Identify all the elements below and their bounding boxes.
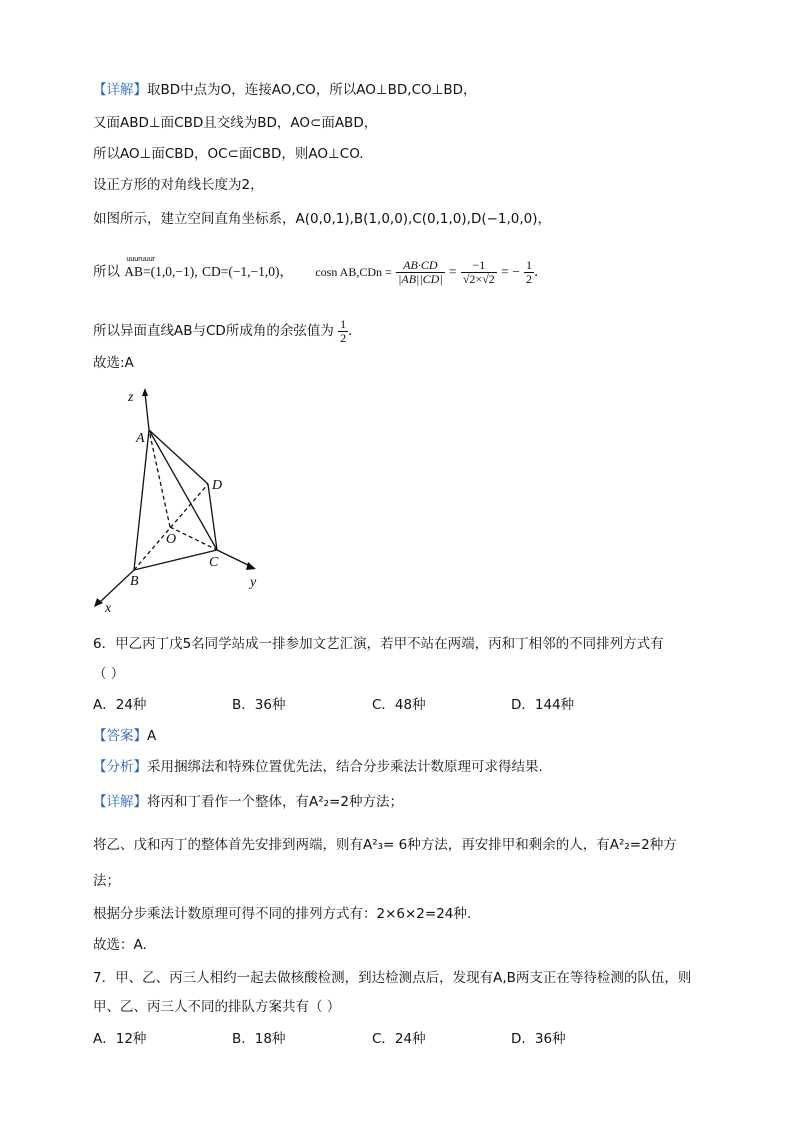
x-axis-arrow: [94, 598, 103, 607]
q6-stem-line-1: 6．甲乙丙丁戊5名同学站成一排参加文艺汇演，若甲不站在两端，丙和丁相邻的不同排列方式有: [93, 636, 664, 652]
cos-fraction-2: $\frac{-1}{√2\times√2}$: [462, 257, 495, 286]
x-axis: [100, 570, 134, 602]
cos-label: cosn AB,CDn =: [315, 265, 392, 279]
q6-detail-line-5: 故选：A.: [93, 937, 147, 953]
q7-option-d: D．36种: [511, 1031, 566, 1047]
edge-ad: [149, 430, 208, 484]
edge-bc: [134, 550, 217, 570]
q6-option-c: C．48种: [372, 697, 426, 713]
label-c: C: [209, 555, 219, 570]
q6-answer: 【答案】A: [93, 728, 157, 744]
detail-line-6: 所以 uuuruuur AB=(1,0,−1), CD=(−1,−1,0)， cosn AB,CDn = $\frac{AB\cdot CD}{|AB||CD|}$ = $\frac{-1}{√2\times√2}$ = − $\frac{1}{2}$ .: [93, 248, 538, 296]
q7-stem-line-2: 甲、乙、丙三人不同的排队方案共有（ ）: [93, 999, 341, 1015]
edge-ab: [134, 430, 149, 570]
detail-line-7: 所以异面直线AB与CD所成角的余弦值为 $\frac{1}{2}$ .: [93, 316, 353, 345]
label-d: D: [212, 478, 223, 493]
cos-fraction-3: $\frac{1}{2}$: [526, 257, 532, 286]
cosine-value-fraction: $\frac{1}{2}$: [340, 316, 347, 345]
edge-dc: [208, 484, 217, 550]
q6-analysis: 【分析】采用捆绑法和特殊位置优先法，结合分步乘法计数原理可求得结果.: [93, 759, 543, 775]
q6-detail-line-2: 将乙、戊和丙丁的整体首先安排到两端，则有A²₃= 6种方法，再安排甲和剩余的人，有A²₂=2种方: [93, 837, 677, 853]
q7-stem-line-1: 7．甲、乙、丙三人相约一起去做核酸检测，到达检测点后，发现有A,B两支正在等待检测的队伍，则: [93, 970, 692, 986]
detail-line-8: 故选:A: [93, 355, 134, 371]
detail-line-5: 如图所示，建立空间直角坐标系，A(0,0,1),B(1,0,0),C(0,1,0),D(−1,0,0)，: [93, 211, 552, 227]
detail-tag: 【详解】: [93, 82, 147, 98]
detail-line-1: 【详解】取BD中点为O，连接AO,CO，所以AO⊥BD,CO⊥BD，: [93, 82, 477, 98]
edge-ac: [149, 430, 217, 550]
q7-option-a: A．12种: [93, 1031, 147, 1047]
q6-stem-line-2: （ ）: [93, 666, 125, 682]
q7-option-b: B．18种: [232, 1031, 286, 1047]
label-a: A: [136, 431, 145, 446]
label-b: B: [130, 574, 139, 589]
q6-option-a: A．24种: [93, 697, 147, 713]
q6-detail-line-1: 【详解】将丙和丁看作一个整体，有A²₂=2种方法；: [93, 794, 403, 810]
detail-line-4: 设正方形的对角线长度为2，: [93, 177, 264, 193]
cos-fraction-1: $\frac{AB\cdot CD}{|AB||CD|}$: [398, 257, 443, 286]
z-axis: [145, 393, 149, 430]
q6-detail-line-3: 法；: [93, 873, 120, 889]
label-x: x: [105, 601, 112, 616]
y-axis-arrow: [246, 562, 256, 570]
q6-option-d: D．144种: [511, 697, 575, 713]
q6-option-b: B．36种: [232, 697, 286, 713]
label-z: z: [128, 390, 134, 405]
pyramid-figure: [90, 388, 290, 618]
q7-option-c: C．24种: [372, 1031, 426, 1047]
vector-ab: uuuruuur AB=(1,0,−1),: [124, 255, 198, 279]
label-y: y: [250, 575, 257, 590]
q6-detail-line-4: 根据分步乘法计数原理可得不同的排列方式有：2×6×2=24种.: [93, 906, 472, 922]
label-o: O: [166, 532, 177, 547]
y-axis: [217, 550, 250, 566]
detail-line-2: 又面ABD⊥面CBD且交线为BD，AO⊂面ABD，: [93, 115, 378, 131]
vector-cd: CD=(−1,−1,0)，: [201, 264, 294, 279]
detail-line-3: 所以AO⊥面CBD，OC⊂面CBD，则AO⊥CO.: [93, 146, 364, 162]
z-axis-arrow: [142, 388, 148, 396]
segment-oa-hidden: [149, 430, 170, 527]
